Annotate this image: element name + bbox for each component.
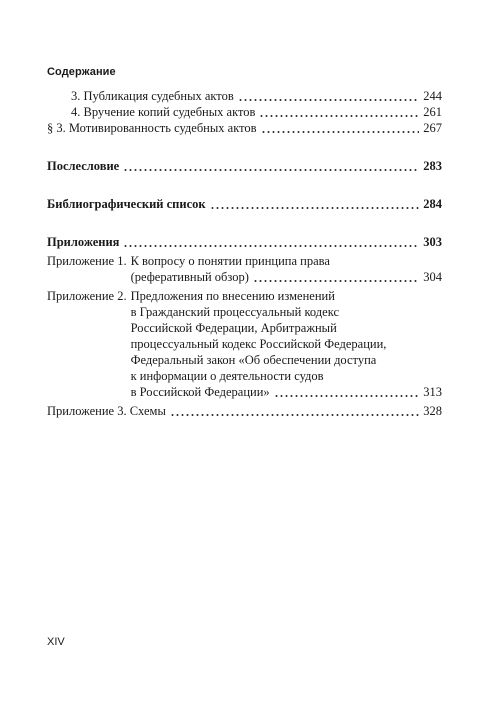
- appendix-title-line: в Гражданский процессуальный кодекс: [130, 305, 340, 319]
- dot-leader: [259, 115, 419, 117]
- dot-leader: [170, 414, 419, 416]
- toc-entry-afterword: [47, 158, 442, 174]
- appendix-title-line: Федеральный закон «Об обеспечении доступа: [130, 353, 377, 367]
- toc-entry-motivation: [47, 120, 442, 136]
- running-header: Содержание: [47, 66, 116, 78]
- dot-leader: [210, 207, 420, 209]
- appendix-title-line: (реферативный обзор): [130, 270, 249, 284]
- appendix-title-line: К вопросу о понятии принципа права: [130, 254, 330, 268]
- toc-entry-label: § 3. Мотивированность судебных актов: [47, 121, 257, 135]
- toc-entry-label: Послесловие: [47, 159, 120, 173]
- dot-leader: [261, 131, 420, 133]
- appendix-title-line: Российской Федерации, Арбитражный: [130, 321, 337, 335]
- toc-entry-appendices: [47, 234, 442, 250]
- toc-entry-page: 303: [423, 235, 442, 249]
- toc-entry-copies: [47, 104, 442, 120]
- dot-leader: [123, 169, 419, 171]
- toc-entry-page: 313: [423, 385, 442, 399]
- dot-leader: [123, 245, 419, 247]
- appendix-title-line: Предложения по внесению изменений: [130, 289, 335, 303]
- appendix-prefix: Приложение 2.: [47, 289, 127, 303]
- table-of-contents: [47, 88, 442, 419]
- toc-entry-appendix-2: [47, 288, 442, 400]
- toc-entry-page: 328: [423, 404, 442, 418]
- toc-entry-page: 304: [423, 270, 442, 284]
- toc-entry-label: 4. Вручение копий судебных актов: [71, 105, 256, 119]
- dot-leader: [253, 280, 419, 282]
- toc-entry-page: 283: [423, 159, 442, 173]
- toc-entry-label: Библиографический список: [47, 197, 206, 211]
- toc-entry-appendix-1: [47, 253, 442, 285]
- toc-entry-page: 284: [423, 197, 442, 211]
- dot-leader: [238, 99, 419, 101]
- dot-leader: [274, 395, 420, 397]
- toc-entry-appendix-3: [47, 403, 442, 419]
- toc-entry-page: 267: [423, 121, 442, 135]
- toc-entry-bibliography: [47, 196, 442, 212]
- page-number: XIV: [47, 636, 65, 648]
- appendix-title-line: процессуальный кодекс Российской Федерации,: [130, 337, 387, 351]
- toc-entry-page: 244: [423, 89, 442, 103]
- appendix-title-line: в Российской Федерации»: [130, 385, 270, 399]
- toc-entry-page: 261: [423, 105, 442, 119]
- appendix-prefix: Приложение 1.: [47, 254, 127, 268]
- toc-entry-label: Приложения: [47, 235, 120, 249]
- toc-entry-label: 3. Публикация судебных актов: [71, 89, 234, 103]
- toc-entry-publication: [47, 88, 442, 104]
- appendix-title-line: к информации о деятельности судов: [130, 369, 324, 383]
- toc-entry-label: Приложение 3. Схемы: [47, 404, 166, 418]
